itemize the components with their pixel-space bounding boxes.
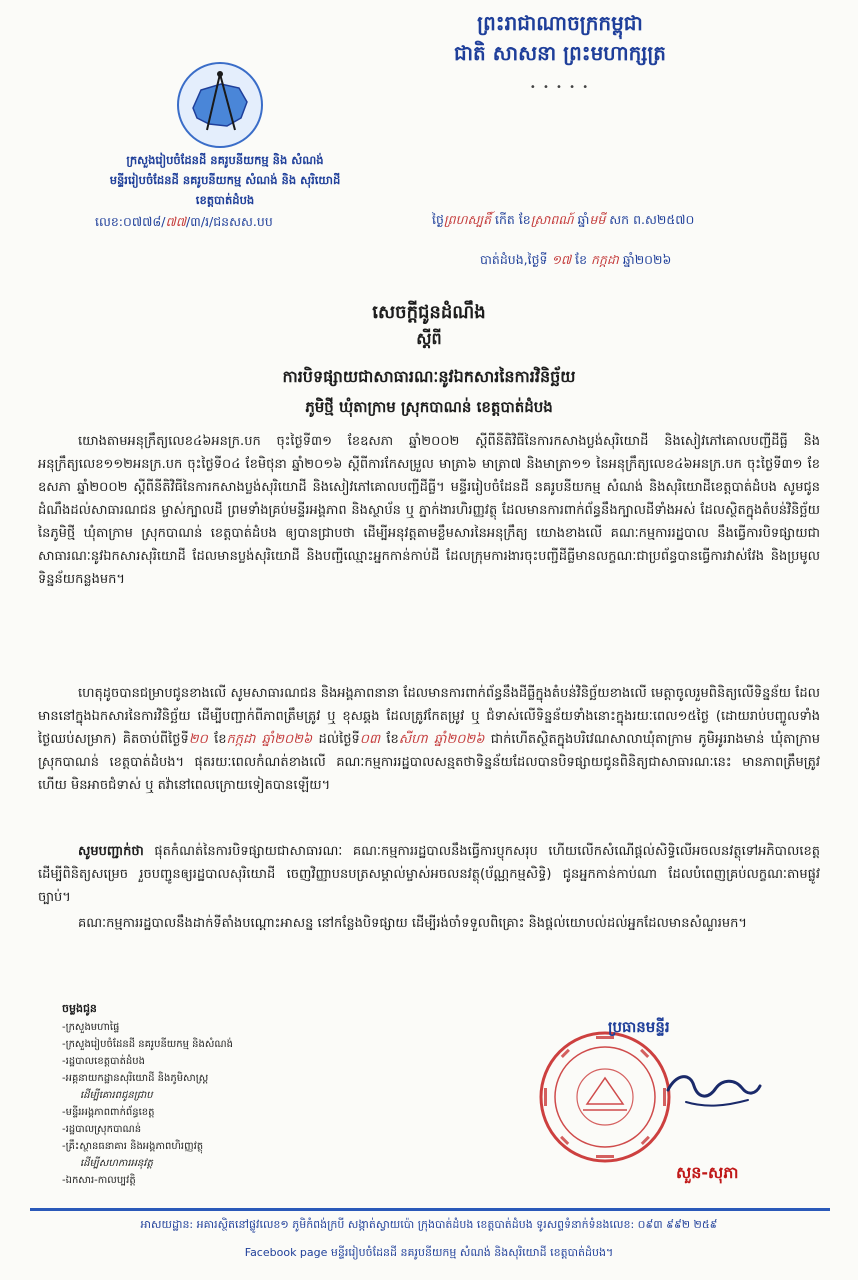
start-month: កក្កដា — [226, 732, 256, 747]
greg-day: ១៧ — [551, 252, 572, 267]
signer-name: សួន-សុភា — [676, 1163, 739, 1182]
start-month-prefix: ខែ — [214, 732, 227, 747]
end-month-prefix: ខែ — [386, 732, 399, 747]
ministry-block — [40, 150, 410, 210]
body-paragraph-2 — [38, 682, 820, 797]
paragraph-3-body: ផុតកំណត់នៃការបិទផ្សាយជាសាធារណៈ គណៈកម្មការរដ្ឋបាលនឹងធ្វើការប្ញុកសរុប ហើយលើកសំណើផ្តល់សិទ្ធិលើអចលនវត្ថុទៅអភិបាលខេត្ត ដើម្បីពិនិត្យសម្រេច រួចបញ្ជូនឲ្យរដ្ឋបាលសុរិយោដី ចេញវិញ្ញាបនបត្រសម្គាល់ម្ចាស់អចលនវត្ថុ(ប័ណ្ណកម្មសិទ្ធិ) ជូនអ្នកកាន់កាប់ណា ដែលបំពេញគ្រប់លក្ខណៈតាមផ្លូវច្បាប់។ — [38, 844, 820, 905]
body-paragraph-3 — [38, 840, 820, 909]
signature-icon — [656, 1060, 766, 1120]
ministry-line-3: ខេត្តបាត់ដំបង — [195, 193, 255, 207]
reference-number-handwritten: ៧៧ — [165, 214, 186, 229]
paragraph-2-part-b: ជាក់ហើតស្ថិតក្នុងបរិវេណសាលាឃុំតាក្រាម ភូមិអូររាងមាន់ ឃុំតាក្រាម ស្រុកបាណន់ ខេត្តបាត់ដំបង។ ផុតរយៈពេលកំណត់ខាងលើ គណៈកម្មការរដ្ឋបាលសន្មតថាទិន្នន័យដែលបានបិទផ្សាយជូនពិនិត្យជាសាធារណៈនេះ មានភាពត្រឹមត្រូវហើយ មិនអាចជំទាស់ ឬ តវ៉ានៅពេលក្រោយទៀតបានឡើយ។ — [38, 732, 820, 793]
body-paragraph-1 — [38, 430, 820, 591]
lunar-date — [432, 212, 694, 231]
reference-number: លេខ:០៧៧៨/៧៧/៣/រ/ជនសស.បប — [95, 214, 273, 229]
paragraph-2-text — [38, 682, 820, 797]
paragraph-1-text: យោងតាមអនុក្រឹត្យលេខ៤៦អនក្រ.បក ចុះថ្ងៃទី៣១ ខែឧសភា ឆ្នាំ២០០២ ស្តីពីនីតិវិធីនៃការកសាងប្លង់សុរិយោដី និងសៀវភៅគោលបញ្ជីដីធ្លី និងអនុក្រឹត្យលេខ១១២អនក្រ.បក ចុះថ្ងៃទី០៤ ខែមិថុនា ឆ្នាំ២០១៦ ស្តីពីការកែសម្រួល មាត្រា៦ មាត្រា៧ និងមាត្រា១១ នៃអនុក្រឹត្យលេខ៤៦អនក្រ.បក ចុះថ្ងៃទី៣១ ខែឧសភា ឆ្នាំ២០០២ ស្តីពីនីតិវិធីនៃការកសាងប្លង់សុរិយោដី និងសៀវភៅគោលបញ្ជីដីធ្លី។ មន្ទីររៀបចំដែនដី នគរូបនីយកម្ម សំណង់ និងសុរិយោដីខេត្តបាត់ដំបង សូមជូនដំណឹងដល់សាធារណជន ម្ចាស់ក្បាលដី ព្រមទាំងគ្រប់មន្ទីរអង្គភាព និងស្ថាប័ន ឬ ភ្នាក់ងារហិរញ្ញវត្ថុ ដែលមានការពាក់ព័ន្ធនឹងក្បាលដីទាំងអស់ ដែលស្ថិតក្នុងតំបន់វិនិច្ឆ័យនៃភូមិថ្មី ឃុំតាក្រាម ស្រុកបាណន់ ខេត្តបាត់ដំបង ឲ្យបានជ្រាបថា ដើម្បីអនុវត្តតាមខ្លឹមសារនៃអនុក្រឹត្យ យោងខាងលើ គណៈកម្មការរដ្ឋបាល នឹងធ្វើការបិទផ្សាយជាសាធារណៈនូវឯកសារសុរិយោដី ដែលមានប្លង់សុរិយោដី និងបញ្ជីឈ្មោះអ្នកកាន់កាប់ដី ដែលក្រុមការងារចុះបញ្ជីដីធ្លីមានលក្ខណៈជាប្រព័ន្ធបានធ្វើការវាស់វែង និងប្រមូលទិន្នន័យកន្លងមក។ — [38, 434, 820, 587]
director-title: ប្រធានមន្ទីរ — [608, 1018, 670, 1036]
start-day: ២០ — [188, 732, 208, 747]
paragraph-3-text — [38, 840, 820, 909]
list-item-purpose: ដើម្បីគោរពជូនជ្រាប — [80, 1090, 153, 1101]
greg-year: ឆ្នាំ២០២៦ — [622, 252, 672, 267]
lunar-day: ព្រហស្បតិ៍ — [443, 212, 492, 227]
kingdom-name: ព្រះរាជាណាចក្រកម្ពុជា — [477, 11, 643, 35]
lunar-suffix: សក ព.ស២៥៧០ — [609, 212, 695, 227]
list-item: -រដ្ឋបាលស្រុកបាណន់ — [62, 1124, 142, 1135]
reference-suffix: /៣/រ/ជនសស.បប — [185, 214, 273, 229]
end-day: ០៣ — [359, 732, 381, 747]
cc-list — [62, 1000, 233, 1189]
start-year: ឆ្នាំ២០២៦ — [261, 732, 313, 747]
list-item: -ក្រសួងរៀបចំដែនដី នគរូបនីយកម្ម និងសំណង់ — [62, 1039, 233, 1050]
footer-divider — [30, 1208, 830, 1211]
notice-location: ភូមិថ្មី ឃុំតាក្រាម ស្រុកបាណន់ ខេត្តបាត់ដំបង — [305, 398, 553, 416]
end-month: សីហា — [398, 732, 428, 747]
reference-number-value: ០៧៧៨ — [123, 214, 162, 229]
lunar-year-prefix: ឆ្នាំ — [577, 212, 590, 227]
list-item: -ក្រសួងមហាផ្ទៃ — [62, 1022, 120, 1033]
paragraph-2-part-a: ហេតុដូចបានជម្រាបជូនខាងលើ សូមសាធារណជន និងអង្គភាពនានា ដែលមានការពាក់ព័ន្ធនឹងដីធ្លីក្នុងតំបន់វិនិច្ឆ័យខាងលើ មេត្តាចូលរួមពិនិត្យលើទិន្នន័យ ដែលមាននៅក្នុងឯកសារនៃការវិនិច្ឆ័យ ដើម្បីបញ្ជាក់ពីភាពត្រឹមត្រូវ ឬ ខុសឆ្គង ដែលត្រូវកែតម្រូវ ឬ ជំទាស់លើទិន្នន័យទាំងនោះក្នុងរយៈពេល១៥ថ្ងៃ (ដោយរាប់បញ្ចូលទាំងថ្ងៃឈប់សម្រាក) គិតចាប់ពីថ្ងៃទី — [38, 686, 820, 747]
header-ornament: • • • • • — [529, 82, 591, 93]
date-range-mid: ដល់ថ្ងៃទី — [318, 732, 360, 747]
lunar-mid: កើត ខែ — [495, 212, 531, 227]
body-paragraph-4 — [38, 912, 820, 935]
greg-prefix: បាត់ដំបង,ថ្ងៃទី — [480, 252, 548, 267]
lunar-prefix: ថ្ងៃ — [432, 212, 444, 227]
list-item: -រដ្ឋបាលខេត្តបាត់ដំបង — [62, 1056, 145, 1067]
greg-month-prefix: ខែ — [575, 252, 588, 267]
greg-month: កក្កដា — [591, 252, 619, 267]
reference-prefix: លេខ: — [95, 214, 124, 229]
lunar-year: មមី — [589, 212, 606, 227]
notice-title: សេចក្តីជូនដំណឹង — [372, 302, 486, 323]
ministry-line-2: មន្ទីររៀបចំដែនដី នគរូបនីយកម្ម សំណង់ និង សុរិយោដី — [109, 173, 341, 187]
list-item: -អគ្គនាយកដ្ឋានសុរិយោដី និងភូមិសាស្ត្រ — [62, 1073, 209, 1084]
notice-subject: ការបិទផ្សាយជាសាធារណៈនូវឯកសារនៃការវិនិច្ឆ័យ — [282, 367, 576, 386]
cc-heading: ចម្លងជូន — [62, 1002, 97, 1015]
ministry-line-1: ក្រសួងរៀបចំដែនដី នគរូបនីយកម្ម និង សំណង់ — [126, 153, 324, 167]
kingdom-header — [340, 8, 780, 93]
paragraph-3-lead: សូមបញ្ជាក់ថា — [78, 844, 144, 859]
notice-subject-label: ស្តីពី — [416, 329, 442, 348]
list-item: -ឯកសារ-កាលប្បវត្តិ — [62, 1175, 136, 1186]
list-item: -មន្ទីរអង្គភាពពាក់ព័ន្ធខេត្ត — [62, 1107, 155, 1118]
end-year: ឆ្នាំ២០២៦ — [434, 732, 485, 747]
footer-address: អាសយដ្ឋាន: អគារស្ថិតនៅផ្លូវលេខ១ ភូមិកំពង់ក្របី សង្កាត់ស្វាយប៉ោ ក្រុងបាត់ដំបង ខេត្តបាត់ដំបង ទូរសព្ទទំនាក់ទំនងលេខ: ០៩៣ ៩៩២ ២៥៩ — [140, 1218, 718, 1231]
paragraph-4-text: គណៈកម្មការរដ្ឋបាលនឹងដាក់ទីតាំងបណ្តោះអាសន្ន នៅកន្លែងបិទផ្សាយ ដើម្បីរង់ចាំទទួលពិគ្រោះ និងផ្តល់យោបល់ដល់អ្នកដែលមានសំណួរមក។ — [78, 916, 747, 931]
lunar-month: ស្រាពណ៍ — [530, 212, 574, 227]
list-item: -គ្រឹះស្ថានធនាគារ និងអង្គភាពហិរញ្ញវត្ថុ — [62, 1141, 204, 1152]
official-seal-icon — [538, 1030, 672, 1164]
list-item-purpose: ដើម្បីសហការអនុវត្ត — [80, 1158, 153, 1169]
national-motto: ជាតិ សាសនា ព្រះមហាក្សត្រ — [454, 41, 666, 65]
ministry-logo-icon — [175, 60, 265, 150]
footer-facebook: Facebook page មន្ទីររៀបចំដែនដី នគរូបនីយកម្ម សំណង់ និងសុរិយោដី ខេត្តបាត់ដំបង។ — [244, 1246, 614, 1259]
gregorian-date — [480, 252, 671, 271]
